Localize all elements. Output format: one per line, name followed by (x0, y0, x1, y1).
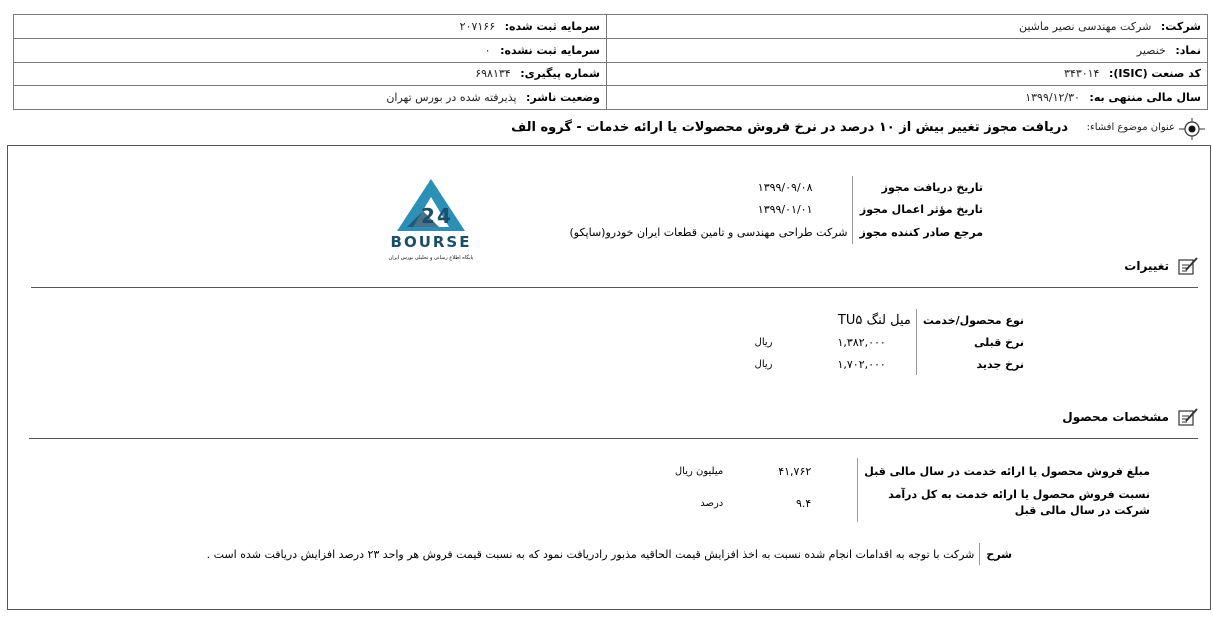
new-rate-unit: ریال (754, 358, 773, 370)
changes-section-title: تغییرات (1124, 259, 1169, 273)
license-receive-date-label: تاریخ دریافت مجوز (853, 176, 988, 198)
publisher-status-label: وضعیت ناشر: (526, 91, 600, 105)
description-table (202, 543, 1017, 565)
logo-caption-text: پایگاه اطلاع رسانی و تحلیلی بورس ایران (388, 255, 474, 261)
company-label: شرکت: (1160, 19, 1201, 33)
description-label: شرح (980, 543, 1017, 565)
changes-divider (31, 287, 1198, 288)
bourse-logo (383, 175, 479, 265)
license-receive-date-value: ۱۳۹۹/۰۹/۰۸ (757, 180, 813, 194)
changes-table (750, 309, 1029, 375)
license-effective-date-label: تاریخ مؤثر اعمال مجوز (853, 198, 988, 220)
subject-title: دریافت مجوز تغییر بیش از ۱۰ درصد در نرخ فروش محصولات یا ارائه خدمات - گروه الف (511, 120, 1068, 135)
header-info-table (13, 14, 1208, 110)
company-cell (607, 15, 1208, 39)
target-icon (1179, 118, 1205, 140)
new-rate-label: نرخ جدید (916, 353, 1029, 375)
isic-label: کد صنعت (ISIC): (1108, 67, 1201, 81)
product-type-label: نوع محصول/خدمت (916, 309, 1029, 331)
product-specs-divider (29, 438, 1198, 439)
sales-amount-value: ۴۱,۷۶۲ (778, 464, 812, 478)
unregistered-capital-cell (14, 38, 607, 62)
sales-ratio-label (858, 484, 1155, 522)
svg-text:4: 4 (437, 204, 451, 228)
description-text: شرکت با توجه به اقدامات انجام شده نسبت به اخذ افزایش قیمت الحاقیه مذبور رادریافت نمود که به نسبت قیمت فروش هر واحد ۲۳ درصد افزایش دریافت شده است . (206, 547, 975, 561)
publisher-status-value: پذیرفته شده در بورس تهران (386, 91, 517, 105)
sales-amount-label: مبلغ فروش محصول یا ارائه خدمت در سال مالی قبل (858, 458, 1155, 484)
fiscal-year-value: ۱۳۹۹/۱۲/۳۰ (1025, 91, 1080, 105)
license-issuer-label: مرجع صادر کننده مجوز (853, 220, 988, 244)
unregistered-capital-value: ۰ (484, 43, 491, 57)
fiscal-year-label: سال مالی منتهی به: (1089, 91, 1201, 105)
license-info-table (564, 176, 988, 244)
sales-ratio-label-line2: شرکت در سال مالی قبل (1014, 504, 1150, 517)
new-rate-value: ۱,۷۰۲,۰۰۰ (837, 357, 886, 371)
subject-bar (0, 117, 1205, 141)
edit-icon (1177, 256, 1199, 276)
tracking-value: ۶۹۸۱۳۴ (475, 67, 511, 81)
sales-ratio-unit: درصد (700, 497, 724, 509)
sales-ratio-value: ۹.۴ (795, 496, 812, 510)
product-specs-table (669, 458, 1155, 522)
svg-text:2: 2 (421, 204, 435, 228)
isic-value: ۳۴۳۰۱۴ (1064, 67, 1100, 81)
registered-capital-value: ۲۰۷۱۶۶ (459, 19, 496, 33)
prev-rate-label: نرخ قبلی (916, 331, 1029, 353)
unregistered-capital-label: سرمایه ثبت نشده: (500, 43, 600, 57)
prev-rate-value: ۱,۳۸۲,۰۰۰ (837, 335, 886, 349)
prev-rate-unit: ریال (754, 336, 773, 348)
symbol-label: نماد: (1175, 43, 1201, 57)
product-specs-section-title: مشخصات محصول (1062, 410, 1169, 424)
publisher-status-cell (14, 86, 607, 110)
sales-amount-unit: میلیون ریال (674, 465, 724, 477)
license-effective-date-value: ۱۳۹۹/۰۱/۰۱ (757, 202, 813, 216)
symbol-cell (607, 38, 1208, 62)
subject-label: عنوان موضوع افشاء: (1086, 122, 1175, 133)
tracking-cell (14, 62, 607, 86)
symbol-value: خنصیر (1136, 43, 1166, 57)
license-issuer-value: شرکت طراحی مهندسی و تامین قطعات ایران خودرو(ساپکو) (569, 225, 848, 239)
logo-brand-text: BOURSE (390, 233, 472, 251)
sales-ratio-label-line1: نسبت فروش محصول یا ارائه خدمت به کل درآمد (888, 488, 1150, 501)
company-value: شرکت مهندسی نصیر ماشین (1018, 19, 1152, 33)
registered-capital-label: سرمایه ثبت شده: (504, 19, 600, 33)
edit-icon (1177, 407, 1199, 427)
isic-cell (607, 62, 1208, 86)
fiscal-year-cell (607, 86, 1208, 110)
product-type-value: میل لنگ TU۵ (837, 312, 911, 328)
registered-capital-cell (14, 15, 607, 39)
tracking-label: شماره پیگیری: (520, 67, 600, 81)
